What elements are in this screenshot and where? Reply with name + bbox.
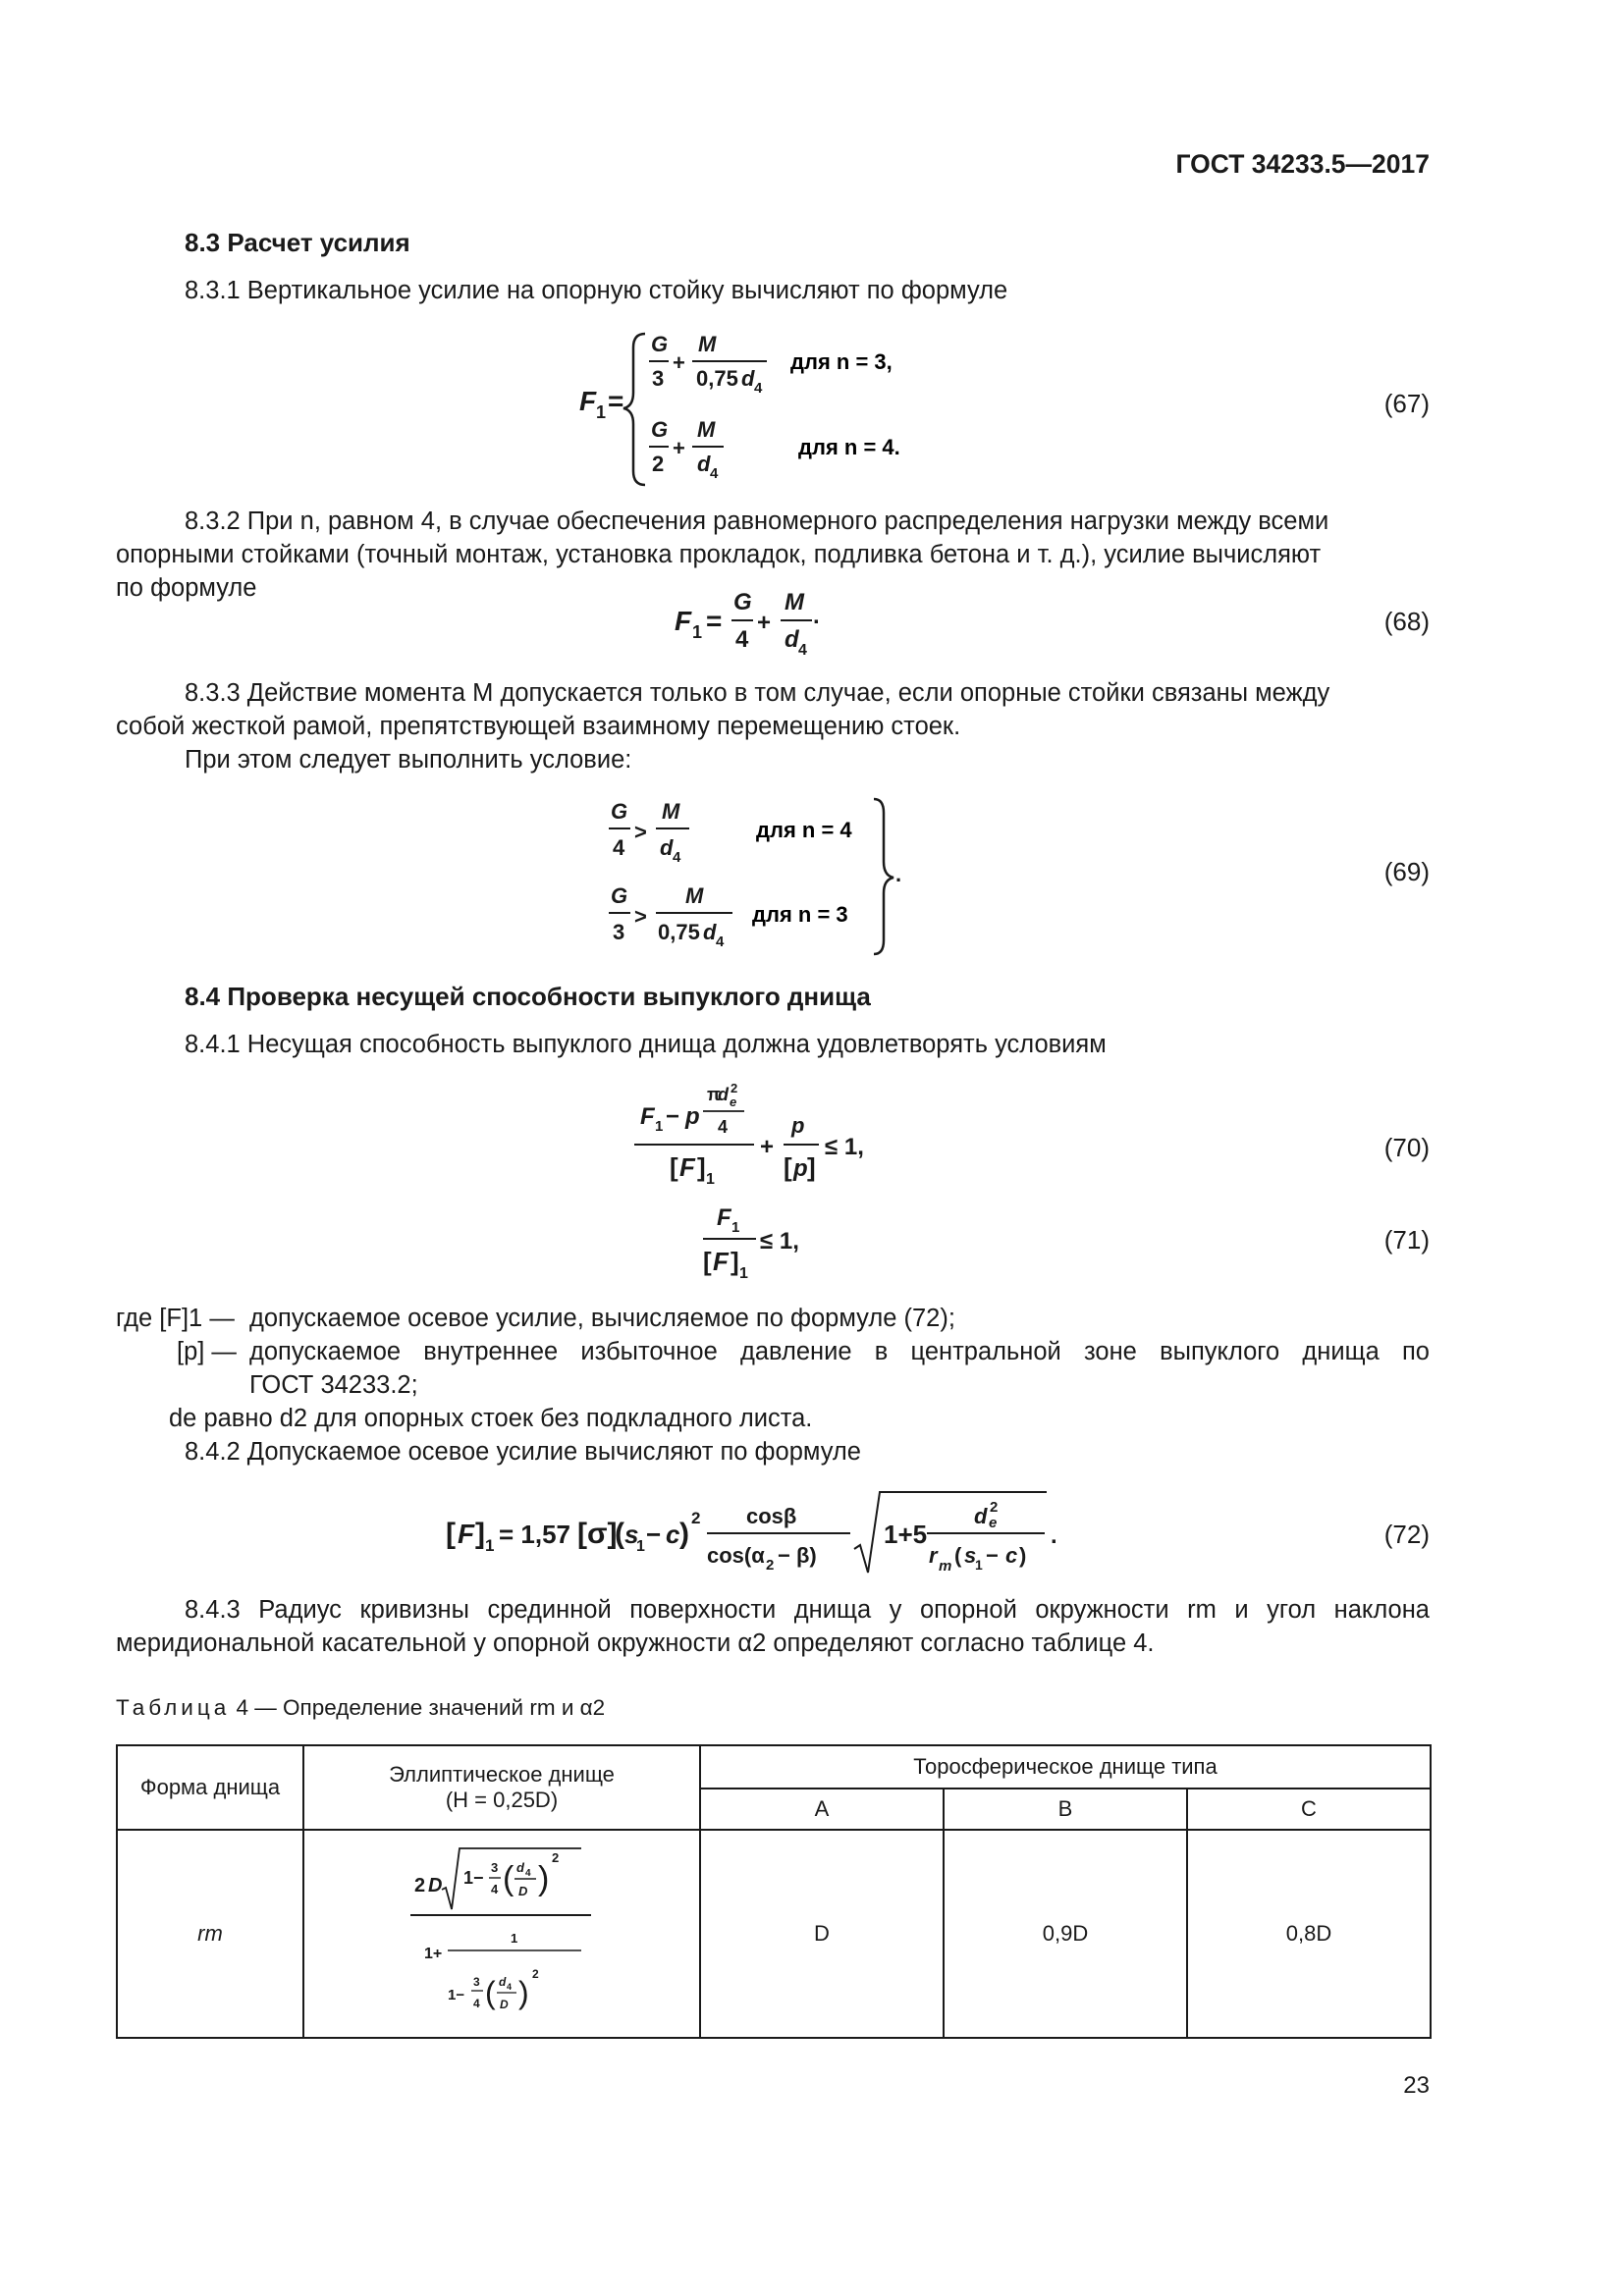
equation-71 bbox=[695, 1201, 813, 1295]
definition-f1-text: допускаемое осевое усилие, вычисляемое по формуле (72); bbox=[249, 1305, 955, 1332]
svg-text:.: . bbox=[895, 862, 902, 886]
equation-number-68: (68) bbox=[1383, 607, 1430, 636]
svg-text:4: 4 bbox=[718, 1117, 729, 1137]
eq67-condition-2: для n = 4. bbox=[798, 435, 900, 459]
row-rm-label: rm bbox=[117, 1830, 303, 2038]
svg-text:): ) bbox=[518, 1975, 529, 2010]
para-8-4-3-line1: 8.4.3 Радиус кривизны срединной поверхности днища у опорной окружности rm и угол наклона bbox=[185, 1596, 1430, 1624]
equation-68 bbox=[673, 584, 839, 671]
svg-text:p: p bbox=[685, 1103, 700, 1130]
svg-text:e: e bbox=[989, 1515, 998, 1531]
svg-text:>: > bbox=[634, 904, 647, 929]
svg-text:4: 4 bbox=[754, 380, 763, 397]
para-8-3-1: 8.3.1 Вертикальное усилие на опорную стойку вычисляют по формуле bbox=[185, 277, 1008, 304]
para-8-3-3-line2: собой жесткой рамой, препятствующей взаимному перемещению стоек. bbox=[116, 713, 961, 740]
para-8-3-3-line3: При этом следует выполнить условие: bbox=[185, 746, 632, 774]
svg-text:+: + bbox=[760, 1134, 775, 1160]
svg-text:): ) bbox=[679, 1518, 689, 1550]
equation-number-71: (71) bbox=[1383, 1225, 1430, 1255]
definition-f1-lead: где [F]1 — bbox=[116, 1305, 235, 1332]
svg-text:− β): − β) bbox=[778, 1543, 817, 1568]
svg-text:G: G bbox=[611, 883, 628, 908]
row-rm-type-c: 0,8D bbox=[1187, 1830, 1431, 2038]
svg-text:): ) bbox=[1019, 1543, 1027, 1568]
header-elliptic-line1: Эллиптическое днище bbox=[389, 1762, 615, 1787]
svg-text:4: 4 bbox=[525, 1868, 531, 1879]
equation-number-70: (70) bbox=[1383, 1133, 1430, 1162]
svg-text:1−: 1− bbox=[463, 1868, 484, 1888]
svg-text:.: . bbox=[1051, 1522, 1057, 1549]
page-number: 23 bbox=[1403, 2072, 1430, 2099]
section-8-3-title: 8.3 Расчет усилия bbox=[185, 228, 410, 257]
equation-number-72: (72) bbox=[1383, 1520, 1430, 1549]
svg-text:p: p bbox=[791, 1113, 805, 1138]
svg-text:M: M bbox=[785, 589, 804, 615]
svg-text:d: d bbox=[703, 920, 717, 944]
svg-text:[: [ bbox=[670, 1152, 678, 1182]
table-4-caption-text: 4 — Определение значений rm и α2 bbox=[236, 1695, 606, 1720]
svg-text:(: ( bbox=[615, 1518, 624, 1550]
svg-text:π: π bbox=[707, 1085, 721, 1104]
svg-text:[: [ bbox=[703, 1247, 712, 1276]
svg-text:= 1,57: = 1,57 bbox=[499, 1520, 571, 1549]
svg-text:4: 4 bbox=[673, 849, 681, 866]
svg-text:1+: 1+ bbox=[424, 1946, 443, 1962]
table-4-caption bbox=[116, 1695, 605, 1721]
svg-text:1: 1 bbox=[975, 1557, 983, 1573]
svg-text:G: G bbox=[611, 799, 628, 824]
equation-70 bbox=[628, 1076, 874, 1201]
svg-text:2: 2 bbox=[552, 1850, 560, 1865]
svg-text:0,75: 0,75 bbox=[696, 366, 738, 391]
svg-text:F: F bbox=[458, 1519, 475, 1549]
header-type-c: C bbox=[1187, 1789, 1431, 1830]
svg-text:r: r bbox=[929, 1543, 938, 1568]
header-elliptic-line2: (H = 0,25D) bbox=[445, 1788, 559, 1812]
eq69-condition-2: для n = 3 bbox=[752, 902, 848, 927]
equation-number-67: (67) bbox=[1383, 389, 1430, 418]
para-8-3-3-line1: 8.3.3 Действие момента M допускается только в том случае, если опорные стойки связаны между bbox=[185, 679, 1330, 707]
svg-text:=: = bbox=[608, 386, 624, 416]
svg-text:1: 1 bbox=[739, 1265, 748, 1282]
svg-text:3: 3 bbox=[613, 920, 625, 944]
svg-text:1: 1 bbox=[692, 622, 703, 642]
svg-text:4: 4 bbox=[710, 465, 719, 482]
svg-text:≤ 1,: ≤ 1, bbox=[825, 1134, 864, 1160]
svg-text:4: 4 bbox=[507, 1982, 513, 1992]
svg-text:M: M bbox=[697, 417, 716, 442]
header-torospherical: Торосферическое днище типа bbox=[700, 1745, 1431, 1789]
section-8-4-title: 8.4 Проверка несущей способности выпуклого днища bbox=[185, 982, 871, 1011]
svg-text:D: D bbox=[518, 1884, 528, 1898]
svg-text:4: 4 bbox=[798, 642, 807, 659]
equation-72 bbox=[444, 1480, 1072, 1585]
svg-text:2: 2 bbox=[731, 1081, 738, 1095]
svg-text:]: ] bbox=[807, 1152, 816, 1182]
definition-p-text-line2: ГОСТ 34233.2; bbox=[249, 1371, 418, 1399]
svg-text:]: ] bbox=[697, 1152, 706, 1182]
svg-text:m: m bbox=[939, 1558, 952, 1575]
svg-text:d: d bbox=[499, 1975, 507, 1989]
header-type-a: A bbox=[700, 1789, 944, 1830]
svg-text:(: ( bbox=[954, 1543, 962, 1568]
svg-text:[: [ bbox=[446, 1518, 456, 1550]
svg-text:1: 1 bbox=[636, 1538, 645, 1555]
svg-text:[σ]: [σ] bbox=[577, 1518, 618, 1550]
row-rm-type-a: D bbox=[700, 1830, 944, 2038]
svg-text:F: F bbox=[717, 1204, 731, 1231]
svg-text:4: 4 bbox=[473, 1997, 480, 2010]
svg-text:d: d bbox=[697, 452, 711, 476]
definition-p-text-line1: допускаемое внутреннее избыточное давление в центральной зоне выпуклого днища по bbox=[249, 1338, 1430, 1365]
equation-69 bbox=[601, 793, 905, 969]
svg-text:G: G bbox=[651, 417, 669, 442]
svg-text:2: 2 bbox=[532, 1967, 539, 1981]
svg-text:+: + bbox=[673, 350, 685, 375]
svg-text:4: 4 bbox=[491, 1882, 499, 1896]
svg-text:(: ( bbox=[503, 1860, 514, 1897]
svg-text:2: 2 bbox=[414, 1875, 426, 1896]
svg-text:M: M bbox=[662, 799, 680, 824]
svg-text:3: 3 bbox=[652, 366, 665, 391]
svg-text:−: − bbox=[666, 1103, 680, 1130]
svg-text:c: c bbox=[1005, 1543, 1018, 1568]
equation-67 bbox=[574, 324, 967, 500]
svg-text:G: G bbox=[733, 589, 752, 615]
svg-text:F: F bbox=[679, 1152, 695, 1182]
svg-text:.: . bbox=[813, 603, 820, 629]
svg-text:c: c bbox=[666, 1520, 680, 1549]
svg-text:F: F bbox=[640, 1103, 655, 1130]
row-rm-elliptic-formula bbox=[303, 1830, 700, 2038]
svg-text:>: > bbox=[634, 820, 647, 844]
svg-text:1+5: 1+5 bbox=[884, 1520, 928, 1549]
header-form: Форма днища bbox=[117, 1745, 303, 1830]
svg-text:2: 2 bbox=[990, 1499, 999, 1516]
svg-text:−: − bbox=[646, 1520, 662, 1549]
svg-text:F: F bbox=[675, 606, 692, 636]
svg-text:cos(α: cos(α bbox=[707, 1543, 765, 1568]
svg-text:+: + bbox=[673, 436, 685, 460]
svg-text:s: s bbox=[964, 1543, 977, 1568]
svg-text:2: 2 bbox=[652, 452, 665, 476]
header-elliptic bbox=[303, 1745, 700, 1830]
svg-text:d: d bbox=[516, 1860, 524, 1875]
svg-text:M: M bbox=[685, 883, 704, 908]
definition-p-lead: [p] — bbox=[177, 1338, 237, 1365]
svg-text:2: 2 bbox=[766, 1557, 775, 1574]
svg-text:D: D bbox=[500, 1998, 509, 2011]
svg-text:F: F bbox=[579, 386, 597, 416]
svg-text:−: − bbox=[986, 1543, 999, 1568]
para-8-4-2: 8.4.2 Допускаемое осевое усилие вычисляют по формуле bbox=[185, 1438, 861, 1466]
para-8-3-2-line3: по формуле bbox=[116, 574, 257, 602]
svg-text:=: = bbox=[706, 606, 723, 636]
eq67-condition-1: для n = 3, bbox=[790, 349, 893, 374]
svg-text:≤ 1,: ≤ 1, bbox=[760, 1228, 799, 1255]
svg-text:s: s bbox=[624, 1520, 639, 1549]
svg-text:1: 1 bbox=[596, 402, 607, 422]
svg-text:F: F bbox=[713, 1247, 729, 1276]
para-8-4-3-line2: меридиональной касательной у опорной окружности α2 определяют согласно таблице 4. bbox=[116, 1629, 1155, 1657]
svg-text:e: e bbox=[730, 1095, 737, 1109]
para-8-3-2-line1: 8.3.2 При n, равном 4, в случае обеспечения равномерного распределения нагрузки между всеми bbox=[185, 507, 1329, 535]
table-4 bbox=[116, 1744, 1432, 2039]
svg-text:2: 2 bbox=[691, 1509, 701, 1527]
document-id: ГОСТ 34233.5—2017 bbox=[1175, 149, 1430, 179]
header-type-b: B bbox=[944, 1789, 1187, 1830]
svg-text:d: d bbox=[741, 366, 755, 391]
svg-text:): ) bbox=[538, 1860, 550, 1897]
svg-text:+: + bbox=[757, 610, 772, 636]
svg-text:d: d bbox=[974, 1504, 988, 1528]
svg-text:D: D bbox=[428, 1875, 443, 1896]
svg-text:1: 1 bbox=[511, 1931, 518, 1946]
para-8-4-1: 8.4.1 Несущая способность выпуклого днища должна удовлетворять условиям bbox=[185, 1031, 1107, 1058]
svg-text:1: 1 bbox=[706, 1171, 715, 1188]
svg-text:1: 1 bbox=[485, 1536, 495, 1555]
svg-text:0,75: 0,75 bbox=[658, 920, 700, 944]
eq69-condition-1: для n = 4 bbox=[756, 818, 852, 842]
svg-text:1: 1 bbox=[731, 1219, 740, 1236]
svg-text:3: 3 bbox=[473, 1975, 480, 1989]
svg-text:p: p bbox=[793, 1155, 808, 1182]
svg-text:3: 3 bbox=[491, 1860, 499, 1875]
svg-text:(: ( bbox=[485, 1975, 496, 2010]
svg-text:]: ] bbox=[731, 1247, 739, 1276]
svg-text:d: d bbox=[718, 1085, 729, 1104]
svg-text:G: G bbox=[651, 332, 669, 356]
row-rm-type-b: 0,9D bbox=[944, 1830, 1187, 2038]
svg-text:d: d bbox=[785, 626, 799, 653]
svg-text:4: 4 bbox=[613, 835, 625, 860]
svg-text:4: 4 bbox=[716, 934, 725, 950]
svg-text:M: M bbox=[698, 332, 717, 356]
definition-de: de равно d2 для опорных стоек без подкладного листа. bbox=[169, 1405, 813, 1432]
svg-text:1−: 1− bbox=[448, 1987, 465, 2003]
svg-text:1: 1 bbox=[655, 1118, 664, 1135]
svg-text:4: 4 bbox=[735, 626, 749, 653]
svg-text:[: [ bbox=[784, 1152, 792, 1182]
para-8-3-2-line2: опорными стойками (точный монтаж, установка прокладок, подливка бетона и т. д.), усилие вычисляют bbox=[116, 541, 1322, 568]
table-4-caption-prefix: Таблица bbox=[116, 1695, 231, 1720]
equation-number-69: (69) bbox=[1383, 857, 1430, 886]
svg-text:cosβ: cosβ bbox=[746, 1504, 797, 1528]
svg-text:]: ] bbox=[475, 1518, 485, 1550]
svg-text:d: d bbox=[660, 835, 674, 860]
